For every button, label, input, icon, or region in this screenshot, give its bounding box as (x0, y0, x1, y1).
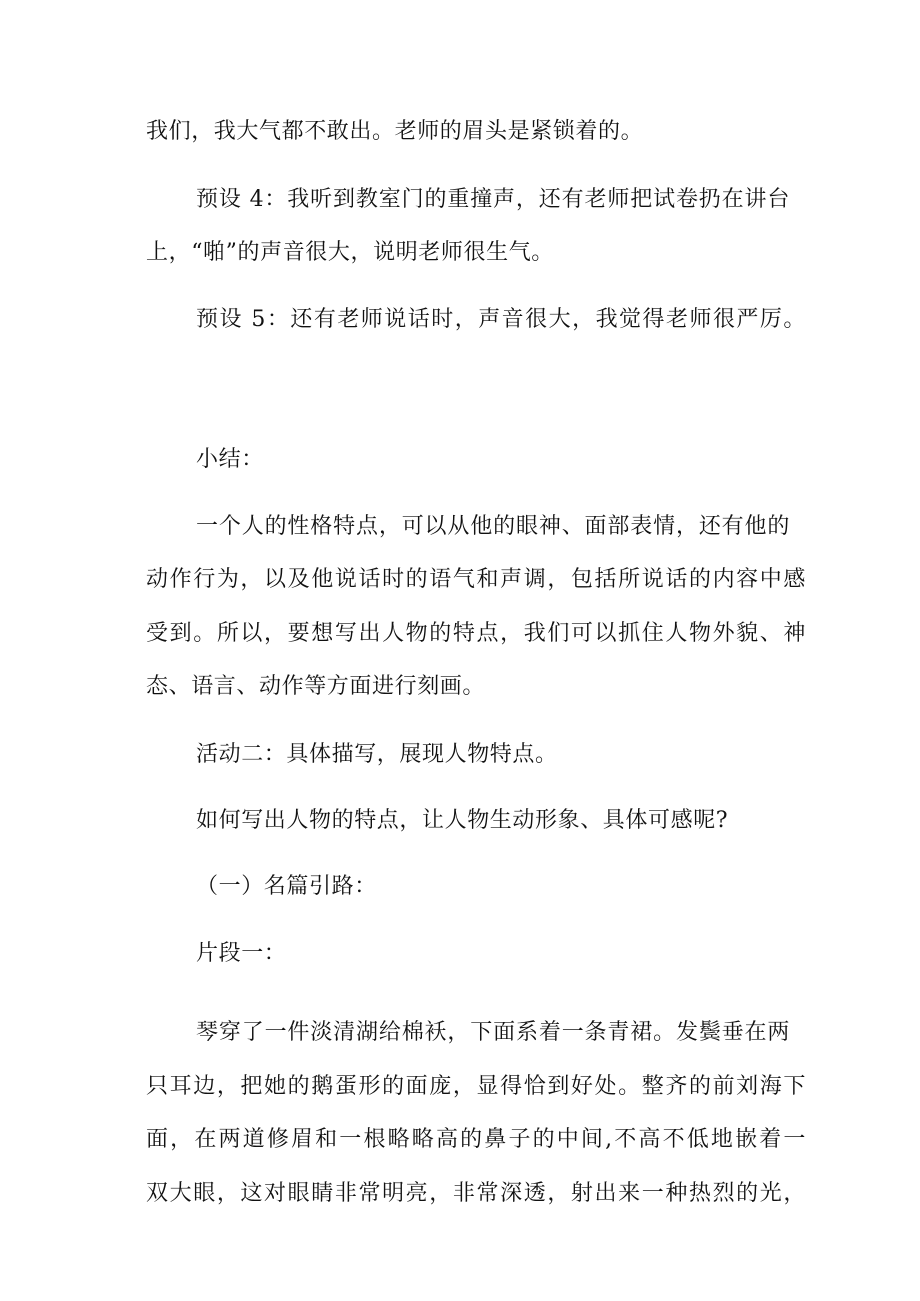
text-line: 动作行为，以及他说话时的语气和声调，包括所说话的内容中感 (146, 567, 806, 592)
text-line: 面，在两道修眉和一根略略高的鼻子的中间,不高不低地嵌着一 (146, 1127, 806, 1152)
text-line: 一个人的性格特点，可以从他的眼神、面部表情，还有他的 (196, 514, 790, 539)
section-heading: 片段一： (196, 941, 287, 966)
text-line: 只耳边，把她的鹅蛋形的面庞，显得恰到好处。整齐的前刘海下 (146, 1074, 806, 1099)
text-line: 态、语言、动作等方面进行刻画。 (146, 674, 486, 699)
text-line: 如何写出人物的特点，让人物生动形象、具体可感呢? (196, 808, 729, 833)
section-heading: 活动二：具体描写，展现人物特点。 (196, 742, 558, 767)
text-line: 我们，我大气都不敢出。老师的眉头是紧锁着的。 (146, 119, 644, 144)
text-line: 上，“啪”的声音很大，说明老师很生气。 (146, 240, 554, 265)
text-line: 双大眼，这对眼睛非常明亮，非常深透，射出来一种热烈的光， (146, 1181, 806, 1206)
section-heading: （一）名篇引路： (196, 874, 377, 899)
section-heading: 小结： (196, 447, 264, 472)
text-line: 琴穿了一件淡清湖给棉袄，下面系着一条青裙。发鬓垂在两 (196, 1020, 790, 1045)
text-line: 预设 5：还有老师说话时，声音很大，我觉得老师很严厉。 (196, 307, 806, 332)
text-line: 预设 4：我听到教室门的重撞声，还有老师把试卷扔在讲台 (196, 187, 790, 212)
text-line: 受到。所以，要想写出人物的特点，我们可以抓住人物外貌、神 (146, 621, 806, 646)
